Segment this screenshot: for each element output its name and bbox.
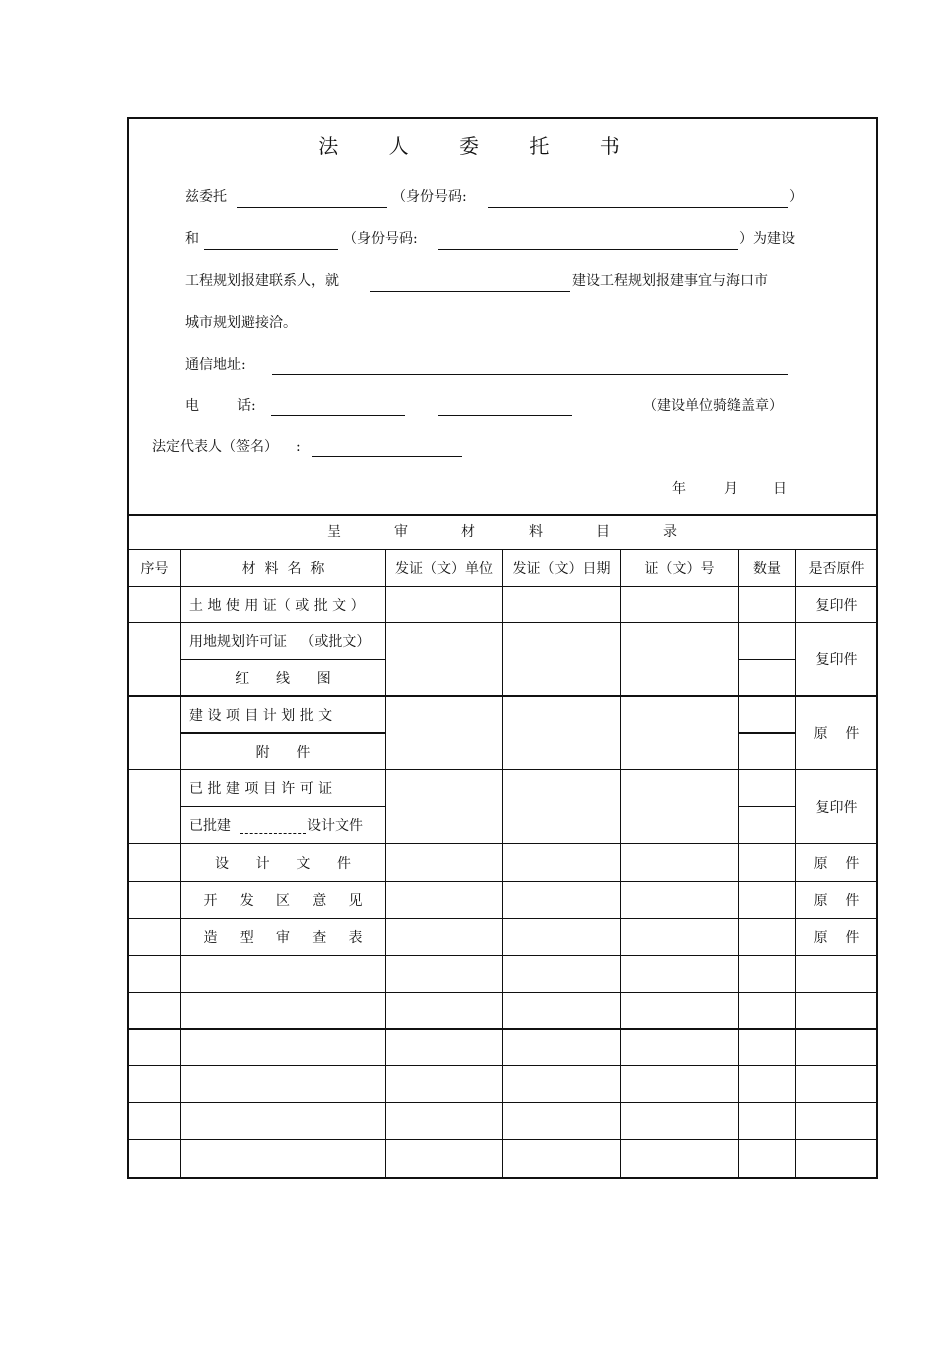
row4-name-b-prefix: 已批建 (189, 818, 231, 834)
row4-name-a: 已 批 建 项 目 许 可 证 (189, 781, 333, 797)
legal-rep-signature-field[interactable] (312, 456, 462, 457)
document-title: 法 人 委 托 书 (318, 134, 642, 158)
col-header-number: 证（文）号 (644, 561, 715, 577)
table-heading-char: 材 (461, 524, 475, 540)
row3-original: 原 件 (813, 726, 860, 742)
close-paren-1: ） (789, 189, 803, 205)
col-header-quantity: 数量 (753, 561, 781, 577)
table-heading-char: 录 (663, 524, 677, 540)
row3-name-b: 附 件 (255, 744, 311, 761)
row4-blank-field[interactable] (240, 833, 306, 834)
entrustee-name-field-2[interactable] (204, 249, 338, 250)
line3-prefix: 工程规划报建联系人，就 (185, 273, 339, 289)
legal-rep-colon: : (296, 439, 301, 455)
address-field[interactable] (272, 374, 788, 375)
line2-tail: ）为建设 (739, 231, 795, 247)
col-header-issuer: 发证（文）单位 (395, 561, 493, 577)
row2-name-b: 红 线 图 (235, 670, 331, 687)
phone-field-2[interactable] (438, 415, 572, 416)
table-col-divider (738, 549, 739, 1177)
row1-name: 土 地 使 用 证（ 或 批 文 ） (189, 597, 365, 614)
date-year: 年 (672, 481, 686, 497)
row1-original: 复印件 (815, 597, 858, 614)
phone-label-2: 话: (237, 398, 256, 414)
entrustee-name-field[interactable] (237, 207, 387, 208)
table-line (180, 806, 385, 807)
table-line (738, 732, 795, 734)
line3-tail: 建设工程规划报建事宜与海口市 (572, 273, 768, 289)
id-label-1: （身份号码: (392, 189, 467, 205)
row5-original: 原 件 (813, 855, 860, 872)
phone-field-1[interactable] (271, 415, 405, 416)
table-line (738, 659, 795, 660)
table-heading-char: 料 (529, 524, 543, 540)
table-line (738, 806, 795, 807)
col-header-index: 序号 (140, 561, 169, 577)
seal-note: （建设单位骑缝盖章） (643, 398, 783, 414)
table-top-border (128, 514, 877, 516)
date-day: 日 (773, 481, 787, 497)
entrust-label: 兹委托 (185, 189, 227, 205)
row6-name: 开 发 区 意 见 (203, 893, 363, 909)
phone-label-1: 电 (185, 398, 199, 414)
line4-text: 城市规划避接洽。 (185, 315, 297, 331)
and-label: 和 (185, 231, 199, 247)
table-heading-char: 目 (596, 524, 610, 540)
legal-rep-label: 法定代表人（签名） (152, 439, 278, 455)
col-header-original: 是否原件 (808, 561, 865, 577)
row7-original: 原 件 (813, 930, 860, 946)
row5-name: 设 计 文 件 (214, 855, 352, 872)
row2-name-a: 用地规划许可证 （或批文） (189, 634, 371, 650)
table-col-divider (502, 549, 503, 1177)
table-heading-char: 审 (394, 524, 408, 540)
row4-original: 复印件 (815, 799, 858, 816)
id-label-2: （身份号码: (343, 231, 418, 247)
table-heading-char: 呈 (327, 524, 341, 540)
col-header-date: 发证（文）日期 (512, 561, 611, 577)
table-col-divider (620, 549, 621, 1177)
date-month: 月 (724, 481, 738, 497)
id-number-field-2[interactable] (438, 249, 738, 250)
col-header-name: 材 料 名 称 (241, 561, 325, 577)
project-name-field[interactable] (370, 291, 570, 292)
row4-name-b-suffix: 设计文件 (307, 818, 363, 834)
table-col-divider (385, 549, 386, 1177)
row2-original: 复印件 (815, 652, 858, 668)
row7-name: 造 型 审 查 表 (203, 930, 363, 946)
row3-name-a: 建 设 项 目 计 划 批 文 (189, 707, 333, 724)
address-label: 通信地址: (185, 357, 246, 373)
id-number-field-1[interactable] (488, 207, 788, 208)
row6-original: 原 件 (813, 893, 860, 909)
